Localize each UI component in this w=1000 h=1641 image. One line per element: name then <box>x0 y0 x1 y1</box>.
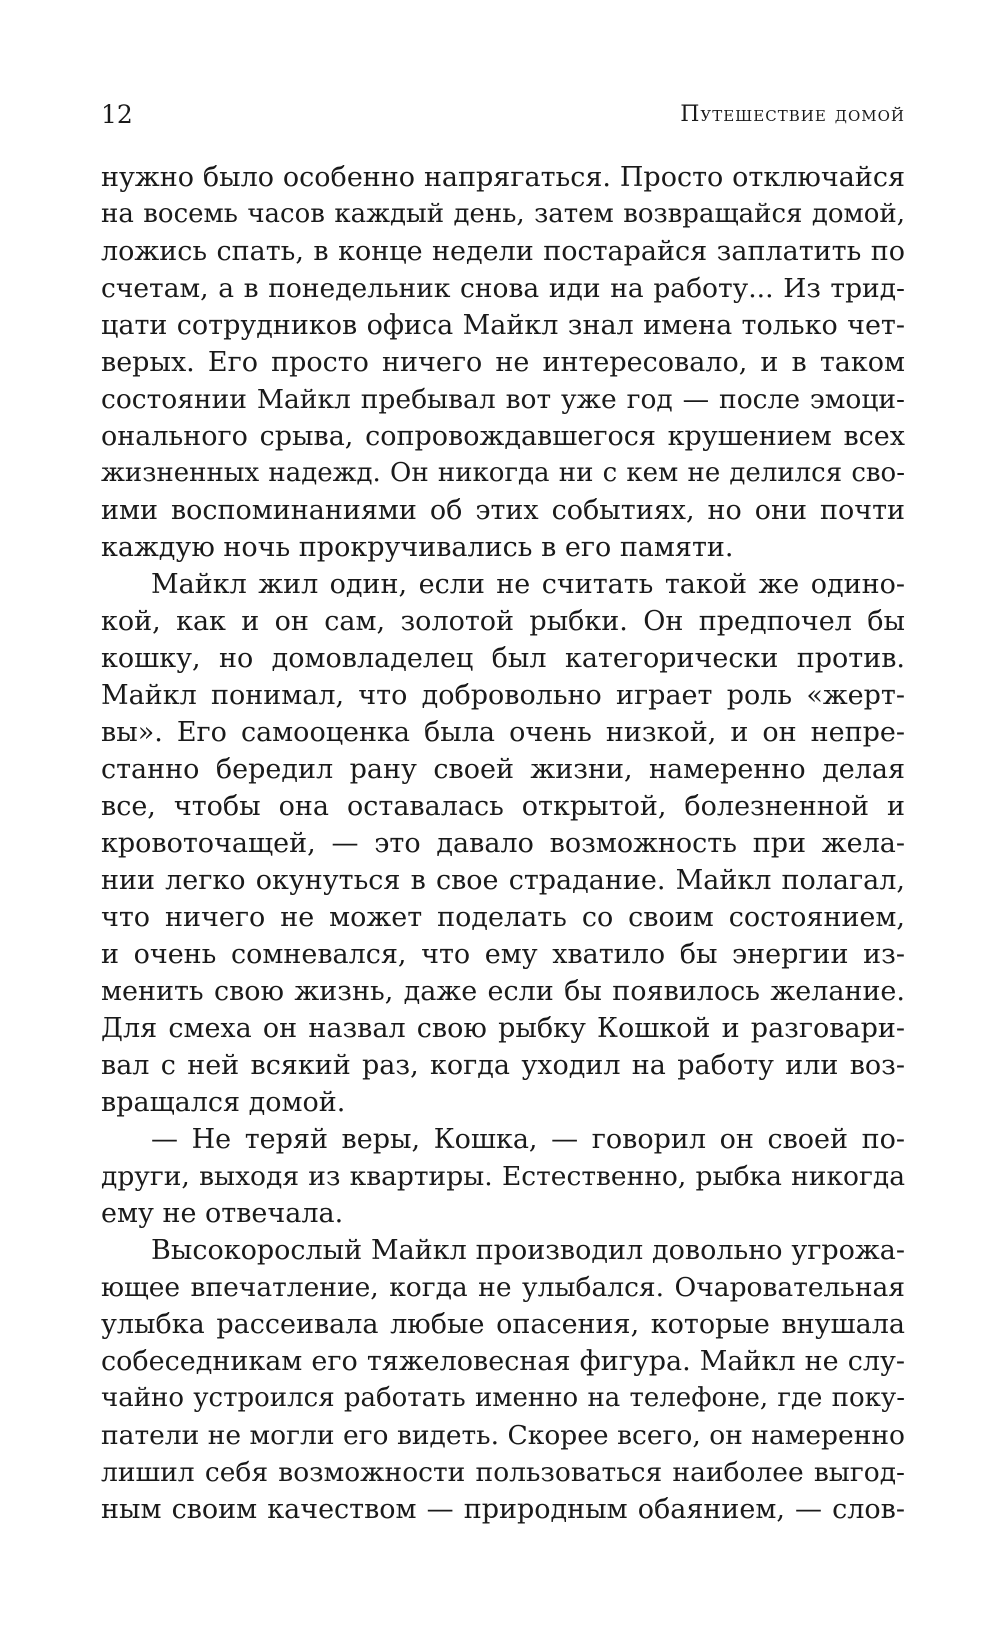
text-line: собеседникам его тяжеловесная фигура. Майкл не слу- <box>101 1346 905 1377</box>
text-line: на восемь часов каждый день, затем возвращайся домой, <box>101 199 905 229</box>
text-line: лишил себя возможности пользоваться наиболее выгод- <box>101 1457 905 1488</box>
text-line: ющее впечатление, когда не улыбался. Очаровательная <box>101 1272 905 1303</box>
text-line: верых. Его просто ничего не интересовало, и в таком <box>101 347 905 378</box>
text-line: Майкл понимал, что добровольно играет роль «жерт- <box>101 680 905 711</box>
text-line: жизненных надежд. Он никогда ни с кем не делился сво- <box>101 458 905 488</box>
text-line: ным своим качеством — природным обаянием, — слов- <box>101 1494 905 1525</box>
text-line: вал с ней всякий раз, когда уходил на работу или воз- <box>101 1050 905 1081</box>
text-line: нии легко окунуться в свое страдание. Майкл полагал, <box>101 865 905 896</box>
text-line: чайно устроился работать именно на телефоне, где поку- <box>101 1383 905 1413</box>
text-line: станно бередил рану своей жизни, намеренно делая <box>101 754 905 785</box>
page-header <box>101 100 905 140</box>
text-line: ложись спать, в конце недели постарайся заплатить по <box>101 236 905 267</box>
paragraph-first-line: Высокорослый Майкл производил довольно угрожа- <box>151 1235 905 1266</box>
paragraph-first-line: Майкл жил один, если не считать такой же одино- <box>151 569 905 600</box>
text-line: состоянии Майкл пребывал вот уже год — после эмоци- <box>101 384 905 415</box>
text-line: кошку, но домовладелец был категорически против. <box>101 643 905 674</box>
text-line: вращался домой. <box>101 1087 346 1118</box>
paragraph-first-line: — Не теряй веры, Кошка, — говорил он своей по- <box>151 1124 905 1155</box>
page-number: 12 <box>101 100 133 129</box>
text-line: онального срыва, сопровождавшегося крушением всех <box>101 421 905 452</box>
text-line: и очень сомневался, что ему хватило бы энергии из- <box>101 939 905 970</box>
text-line: ему не отвечала. <box>101 1198 344 1229</box>
text-line: други, выходя из квартиры. Естественно, рыбка никогда <box>101 1161 905 1192</box>
text-line: все, чтобы она оставалась открытой, болезненной и <box>101 791 905 822</box>
text-line: патели не могли его видеть. Скорее всего, он намеренно <box>101 1420 905 1451</box>
text-line: Для смеха он назвал свою рыбку Кошкой и разговари- <box>101 1013 905 1044</box>
text-line: кой, как и он сам, золотой рыбки. Он предпочел бы <box>101 606 905 637</box>
text-line: улыбка рассеивала любые опасения, которые внушала <box>101 1309 905 1340</box>
text-line: каждую ночь прокручивались в его памяти. <box>101 532 734 563</box>
body-text <box>101 159 905 1528</box>
text-line: нужно было особенно напрягаться. Просто отключайся <box>101 162 905 193</box>
text-line: вы». Его самооценка была очень низкой, и он непре- <box>101 717 905 748</box>
text-line: кровоточащей, — это давало возможность при жела- <box>101 828 905 859</box>
text-line: ими воспоминаниями об этих событиях, но они почти <box>101 495 905 526</box>
text-line: что ничего не может поделать со своим состоянием, <box>101 902 905 933</box>
text-line: менить свою жизнь, даже если бы появилось желание. <box>101 976 905 1007</box>
running-title: Путешествие домой <box>680 102 905 127</box>
text-line: счетам, а в понедельник снова иди на работу... Из трид- <box>101 273 905 304</box>
text-line: цати сотрудников офиса Майкл знал имена только чет- <box>101 310 905 341</box>
